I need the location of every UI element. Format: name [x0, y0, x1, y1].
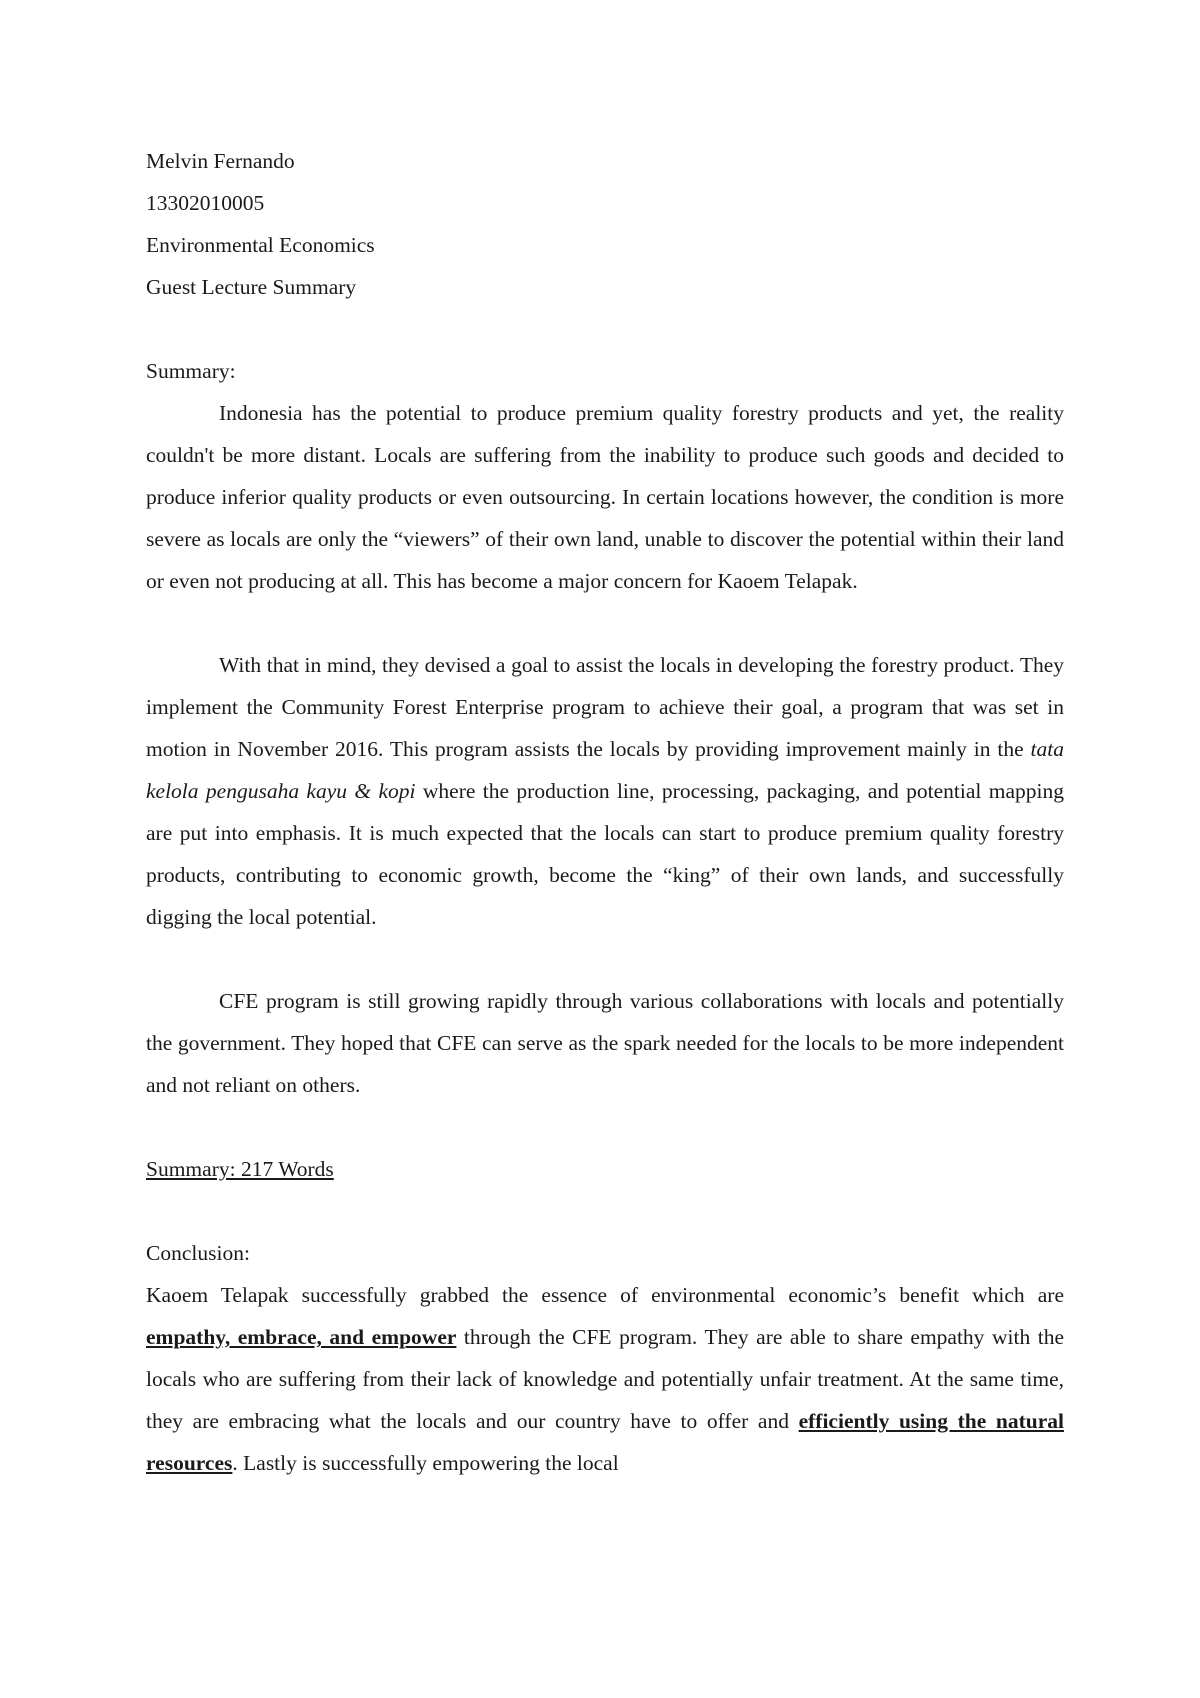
- spacer: [146, 1190, 1064, 1232]
- conclusion-text-2: through the CFE program. They are able to share empathy with the locals who are suffering from their lack of knowledge and potentially unfair treatment. At the same time, they are embracing what the locals and our country have to offer and: [146, 1325, 1064, 1433]
- conclusion-paragraph: [146, 1274, 1064, 1484]
- course-name: Environmental Economics: [146, 233, 375, 257]
- spacer: [146, 1106, 1064, 1148]
- spacer: [146, 938, 1064, 980]
- conclusion-text-1: Kaoem Telapak successfully grabbed the essence of environmental economic’s benefit which are: [146, 1283, 1064, 1307]
- word-count: Summary: 217 Words: [146, 1157, 334, 1181]
- assignment-title: Guest Lecture Summary: [146, 275, 357, 299]
- summary-paragraph-3: CFE program is still growing rapidly through various collaborations with locals and potentially the government. They hoped that CFE can serve as the spark needed for the locals to be more independent and not reliant on others.: [146, 989, 1064, 1097]
- summary-paragraph-2: [146, 644, 1064, 938]
- summary-heading: Summary:: [146, 359, 236, 383]
- spacer: [146, 308, 1064, 350]
- conclusion-text-3: . Lastly is successfully empowering the local: [232, 1451, 619, 1475]
- summary-paragraph-2-text-end: where the production line, processing, packaging, and potential mapping are put into emphasis. It is much expected that the locals can start to produce premium quality forestry products, contributing to economic growth, become the “king” of their own lands, and successfully digging the local potential.: [146, 779, 1064, 929]
- author-name: Melvin Fernando: [146, 149, 295, 173]
- italic-term: tata kelola pengusaha kayu & kopi: [146, 737, 1064, 803]
- emphasis-phrase-2: efficiently using the natural resources: [146, 1409, 1064, 1475]
- document-body: [146, 140, 1064, 1484]
- emphasis-phrase-1: empathy, embrace, and empower: [146, 1325, 457, 1349]
- spacer: [146, 602, 1064, 644]
- student-id: 13302010005: [146, 191, 265, 215]
- summary-paragraph-1: Indonesia has the potential to produce premium quality forestry products and yet, the reality couldn't be more distant. Locals are suffering from the inability to produce such goods and decided to produce inferior quality products or even outsourcing. In certain locations however, the condition is more severe as locals are only the “viewers” of their own land, unable to discover the potential within their land or even not producing at all. This has become a major concern for Kaoem Telapak.: [146, 401, 1064, 593]
- summary-paragraph-2-text: With that in mind, they devised a goal to assist the locals in developing the forestry product. They implement the Community Forest Enterprise program to achieve their goal, a program that was set in motion in November 2016. This program assists the locals by providing improvement mainly in the: [146, 653, 1064, 761]
- conclusion-heading: Conclusion:: [146, 1241, 250, 1265]
